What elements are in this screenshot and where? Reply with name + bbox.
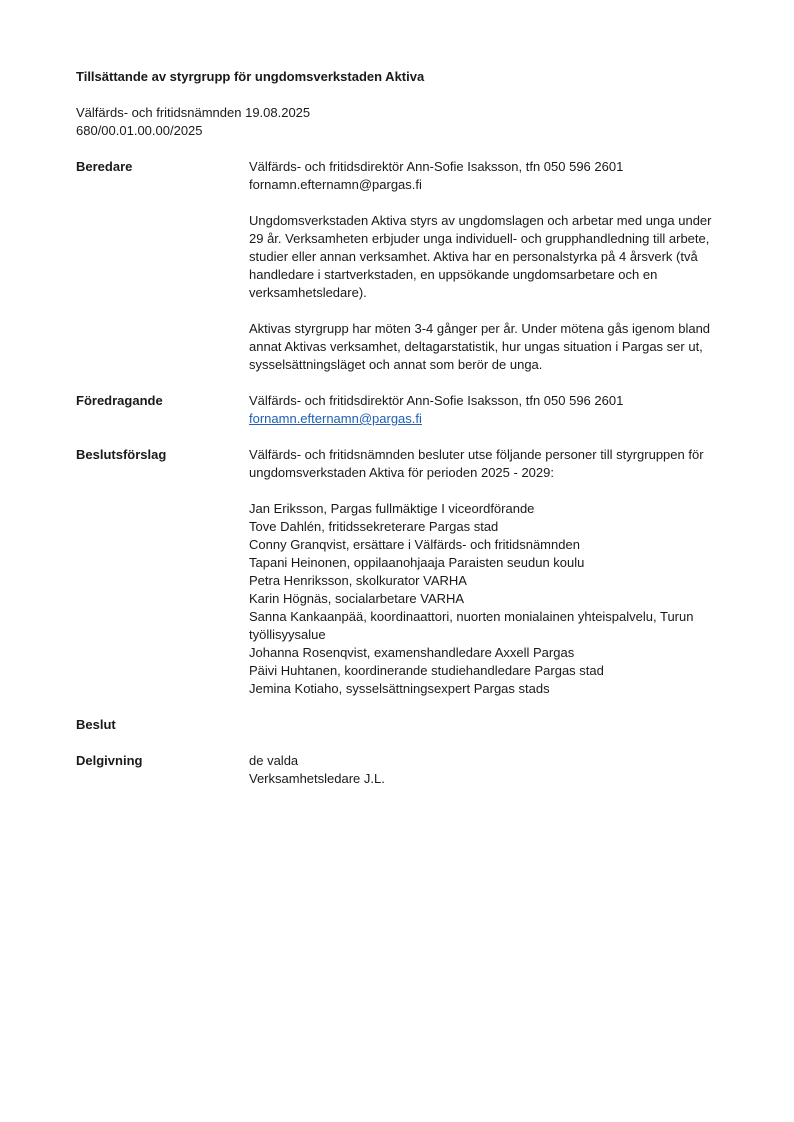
text-line: handledare i startverkstaden, en uppsökande ungdomsarbetare och en <box>249 267 658 282</box>
section-label-beredare: Beredare <box>76 159 133 174</box>
member-item: Karin Högnäs, socialarbetare VARHA <box>249 591 465 606</box>
foredragande-contact-line: Välfärds- och fritidsdirektör Ann-Sofie Isaksson, tfn 050 596 2601 <box>249 393 624 408</box>
member-item: Jemina Kotiaho, sysselsättningsexpert Pargas stads <box>249 681 550 696</box>
section-label-delgivning: Delgivning <box>76 753 143 768</box>
delgivning-recipient: Verksamhetsledare J.L. <box>249 771 385 786</box>
member-item: Päivi Huhtanen, koordinerande studiehandledare Pargas stad <box>249 663 604 678</box>
reference-number: 680/00.01.00.00/2025 <box>76 123 203 138</box>
section-delgivning <box>76 752 736 788</box>
delgivning-recipient: de valda <box>249 753 299 768</box>
beslutsforslag-intro <box>249 446 736 482</box>
beredare-email: fornamn.efternamn@pargas.fi <box>249 177 422 192</box>
section-label-beslut: Beslut <box>76 717 116 732</box>
member-item: työllisyysalue <box>249 627 326 642</box>
section-label-beslutsforslag: Beslutsförslag <box>76 447 167 462</box>
text-line: verksamhetsledare). <box>249 285 367 300</box>
text-line: annat Aktivas verksamhet, deltagarstatistik, hur ungas situation i Pargas ser ut, <box>249 339 703 354</box>
member-item: Tapani Heinonen, oppilaanohjaaja Paraisten seudun koulu <box>249 555 585 570</box>
section-beredare <box>76 158 736 374</box>
member-item: Sanna Kankaanpää, koordinaattori, nuorten monialainen yhteispalvelu, Turun <box>249 609 694 624</box>
section-body-beredare <box>249 158 736 374</box>
document-meta <box>76 104 736 140</box>
beredare-paragraph-2 <box>249 320 736 374</box>
beredare-paragraph-1 <box>249 212 736 302</box>
text-line: Aktivas styrgrupp har möten 3-4 gånger per år. Under mötena gås igenom bland <box>249 321 711 336</box>
section-label-foredragande: Föredragande <box>76 393 163 408</box>
section-body-foredragande <box>249 392 736 428</box>
section-beslut <box>76 716 736 734</box>
section-foredragande <box>76 392 736 428</box>
member-item: Johanna Rosenqvist, examenshandledare Axxell Pargas <box>249 645 575 660</box>
text-line: Välfärds- och fritidsnämnden besluter utse följande personer till styrgruppen för <box>249 447 704 462</box>
text-line: studier eller annan verksamhet. Aktiva har en personalstyrka på 4 årsverk (två <box>249 249 698 264</box>
member-item: Petra Henriksson, skolkurator VARHA <box>249 573 467 588</box>
member-list <box>249 500 736 698</box>
document-page <box>76 68 736 788</box>
beredare-contact-line: Välfärds- och fritidsdirektör Ann-Sofie Isaksson, tfn 050 596 2601 <box>249 159 624 174</box>
section-body-beslut <box>249 716 736 734</box>
section-body-beslutsforslag <box>249 446 736 698</box>
text-line: sysselsättningsläget och annat som berör de unga. <box>249 357 543 372</box>
member-item: Tove Dahlén, fritidssekreterare Pargas stad <box>249 519 499 534</box>
section-body-delgivning <box>249 752 736 788</box>
section-beslutsforslag <box>76 446 736 698</box>
beredare-contact <box>249 158 736 194</box>
member-item: Jan Eriksson, Pargas fullmäktige I viceordförande <box>249 501 535 516</box>
member-item: Conny Granqvist, ersättare i Välfärds- och fritidsnämnden <box>249 537 580 552</box>
foredragande-email-link[interactable]: fornamn.efternamn@pargas.fi <box>249 411 422 426</box>
meeting-line: Välfärds- och fritidsnämnden 19.08.2025 <box>76 105 311 120</box>
text-line: 29 år. Verksamheten erbjuder unga individuell- och grupphandledning till arbete, <box>249 231 710 246</box>
text-line: ungdomsverkstaden Aktiva för perioden 2025 - 2029: <box>249 465 554 480</box>
text-line: Ungdomsverkstaden Aktiva styrs av ungdomslagen och arbetar med unga under <box>249 213 712 228</box>
document-title: Tillsättande av styrgrupp för ungdomsverkstaden Aktiva <box>76 69 425 84</box>
